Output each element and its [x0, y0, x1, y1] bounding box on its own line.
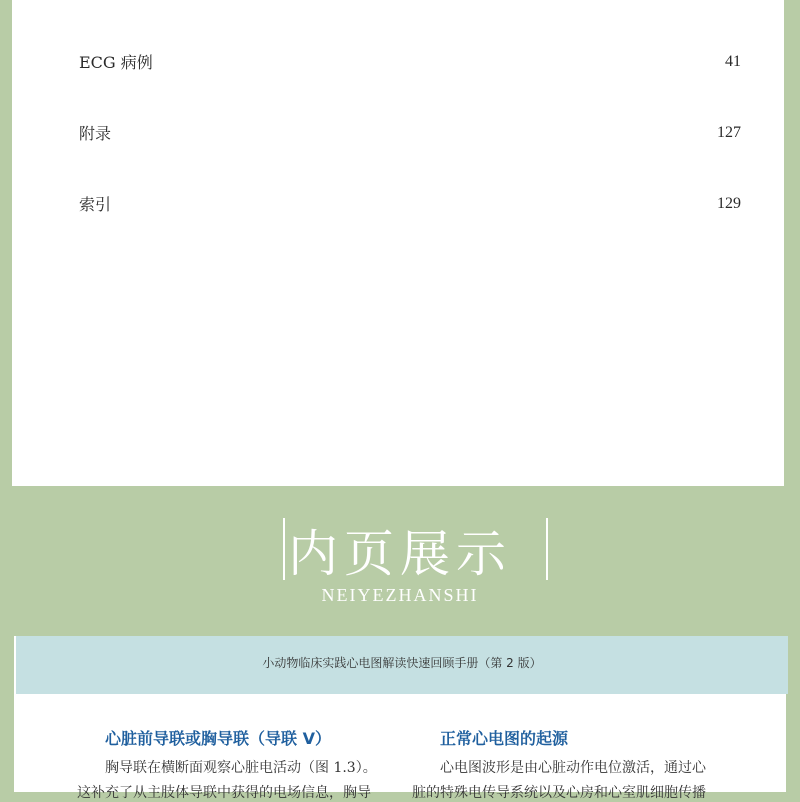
toc-entry-appendix[interactable]: [79, 121, 741, 144]
toc-card: [12, 0, 784, 486]
page-header: 小动物临床实践心电图解读快速回顾手册（第 2 版）: [16, 636, 788, 694]
toc-entry-page: 129: [717, 194, 741, 212]
right-column-line: 心电图波形是由心脏动作电位激活，通过心: [440, 760, 706, 776]
right-column-heading: 正常心电图的起源: [440, 729, 569, 748]
left-column-heading: 心脏前导联或胸导联（导联 V）: [105, 729, 331, 748]
toc-entry-title: ECG 病例: [79, 53, 153, 72]
left-column-line: 胸导联在横断面观察心脏电活动（图 1.3）。: [105, 760, 377, 776]
toc-entry-page: 41: [725, 52, 741, 70]
toc-entry-ecg-cases[interactable]: [79, 50, 741, 73]
left-column-line: 这补充了从主肢体导联中获得的电场信息，胸导: [77, 785, 371, 801]
page-preview: [14, 636, 786, 801]
banner-subtitle: NEIYEZHANSHI: [321, 585, 479, 605]
toc-entry-title: 索引: [79, 195, 112, 214]
toc-entry-page: 127: [717, 123, 741, 141]
toc-entry-title: 附录: [79, 124, 112, 143]
toc-entry-index[interactable]: [79, 192, 741, 215]
banner-title: 内页展示: [288, 525, 512, 583]
right-column-line: 脏的特殊电传导系统以及心房和心室肌细胞传播: [412, 785, 706, 801]
